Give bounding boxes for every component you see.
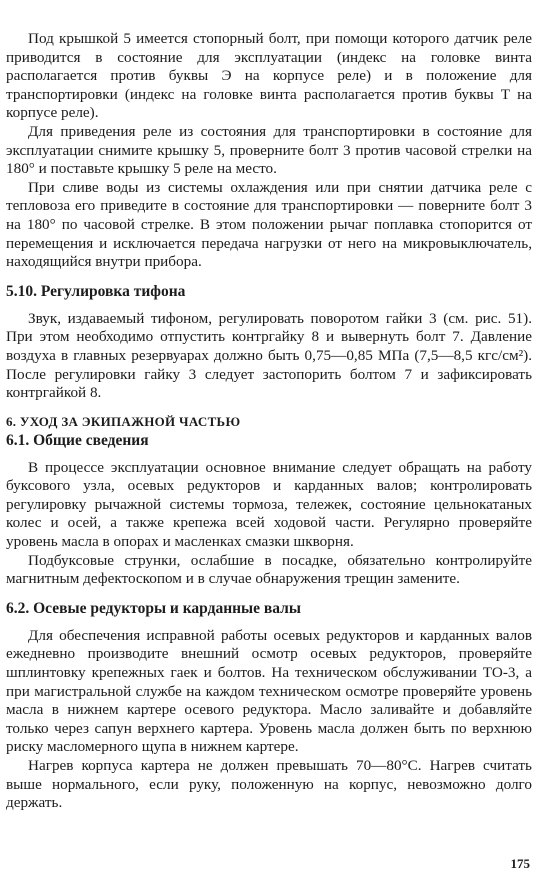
paragraph: Для приведения реле из состояния для транспортировки в состояние для эксплуатации снимите крышку 5, проверните болт 3 против часовой стрелки на 180° и поставьте крышку 5 реле на место. <box>6 122 532 178</box>
page-number: 175 <box>510 856 530 871</box>
subsection-heading: 6.2. Осевые редукторы и карданные валы <box>6 599 301 617</box>
paragraph: Звук, издаваемый тифоном, регулировать поворотом гайки 3 (см. рис. 51). При этом необходимо отпустить контргайку 8 и вывернуть болт 7. Давление воздуха в главных резервуарах должно быть 0,75—0,85 МПа (7,5—8,5 кгс/см²). После регулировки гайку 3 следует застопорить болтом 7 и зафиксировать контргайкой 8. <box>6 309 532 402</box>
paragraph: Нагрев корпуса картера не должен превышать 70—80°С. Нагрев считать выше нормального, если руку, положенную на корпус, невозможно долго держать. <box>6 757 532 812</box>
paragraph: Для обеспечения исправной работы осевых редукторов и карданных валов ежедневно производите внешний осмотр осевых редукторов, проверяйте шплинтовку крепежных гаек и болтов. На техническом обслуживании ТО-3, а при магистральной службе на каждом техническом осмотре проверяйте уровень масла в нижнем картере осевого редуктора. Масло заливайте и добавляйте только через сапун верхнего картера. Уровень масла должен быть по верхнюю риску масломерного щупа в нижнем картере. <box>6 626 532 756</box>
section-heading: 6. УХОД ЗА ЭКИПАЖНОЙ ЧАСТЬЮ <box>6 413 241 429</box>
subsection-heading: 6.1. Общие сведения <box>6 431 149 449</box>
paragraph: При сливе воды из системы охлаждения или при снятии датчика реле с тепловоза его приведите в состояние для транспортировки — поверните болт 3 на 180° по часовой стрелке. В этом положении рычаг поплавка стопорится от перемещения и исключается передача нагрузки от него на микровыключатель, находящийся внутри прибора. <box>6 178 532 271</box>
paragraph: Подбуксовые струнки, ослабшие в посадке, обязательно контролируйте магнитным дефектоскопом и в случае обнаружения трещин замените. <box>6 551 532 588</box>
paragraph: Под крышкой 5 имеется стопорный болт, при помощи которого датчик реле приводится в состояние для эксплуатации (индекс на головке винта располагается против буквы Э на корпусе реле) и в положение для транспортировки (индекс на головке винта располагается против буквы Т на корпусе реле). <box>6 30 532 122</box>
paragraph: В процессе эксплуатации основное внимание следует обращать на работу буксового узла, осевых редукторов и карданных валов; контролировать регулировку рычажной системы тормоза, тележек, состояние цельнокатаных колес и осей, а также крепежа всей ходовой части. Регулярно проверяйте уровень масла в опорах и масленках смазки шкворня. <box>6 458 532 551</box>
subsection-heading: 5.10. Регулировка тифона <box>6 282 186 300</box>
